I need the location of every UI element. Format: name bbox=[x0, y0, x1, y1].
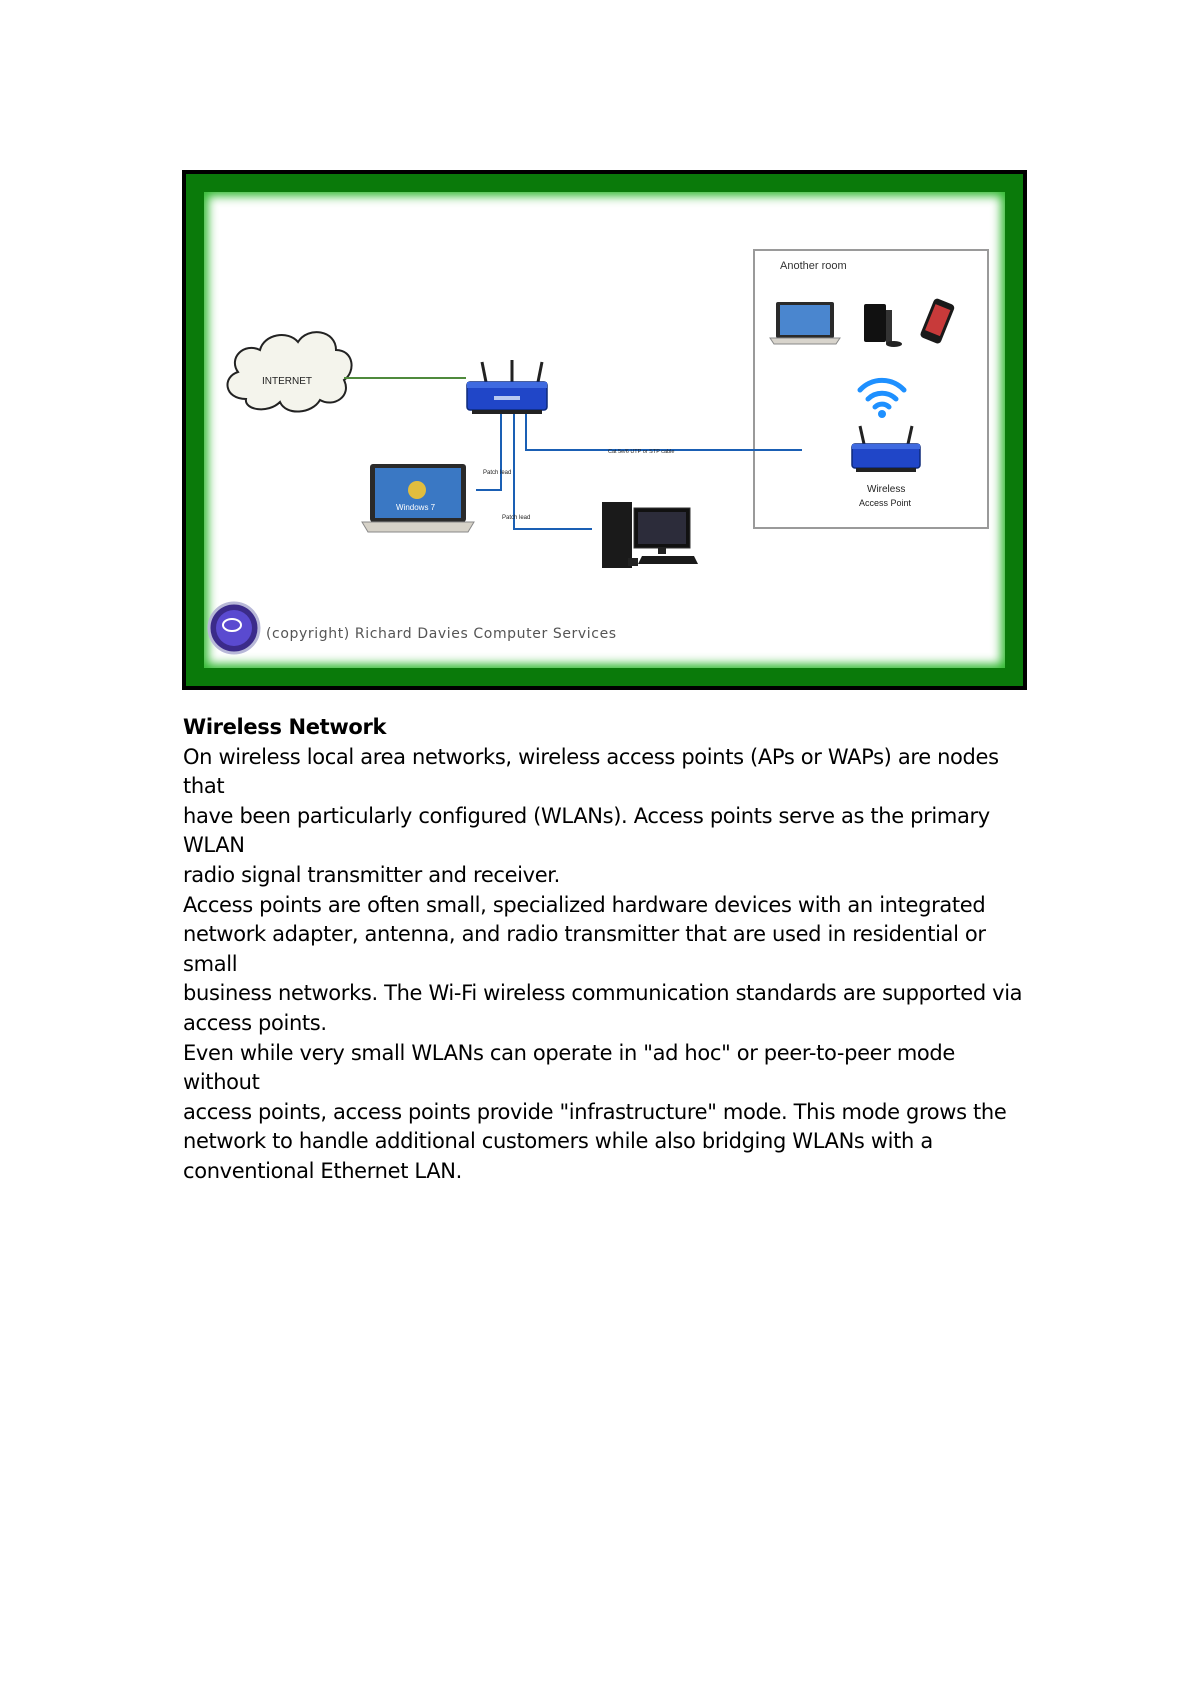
figure-border bbox=[186, 174, 1023, 686]
ap-label-line2: Access Point bbox=[859, 498, 912, 508]
patch-lead-label-2: Patch lead bbox=[502, 515, 531, 521]
paragraph-3-line-3: network to handle additional customers while also bridging WLANs with a bbox=[183, 1129, 933, 1154]
internet-cloud-icon bbox=[228, 332, 352, 411]
patch-lead-label-1: Patch lead bbox=[483, 470, 512, 476]
cable-label: Cat 5e/6 UTP or STP cable bbox=[608, 449, 675, 455]
wifi-dot bbox=[878, 410, 886, 418]
room-label: Another room bbox=[780, 260, 847, 272]
article-body bbox=[183, 713, 1033, 1187]
network-diagram-figure bbox=[182, 170, 1027, 690]
laptop-screen-text: Windows 7 bbox=[396, 503, 436, 512]
paragraph-1-line-3: radio signal transmitter and receiver. bbox=[183, 862, 560, 887]
paragraph-3-line-4: conventional Ethernet LAN. bbox=[183, 1158, 462, 1183]
internet-label: INTERNET bbox=[262, 376, 312, 387]
paragraph-1-line-2: have been particularly configured (WLANs). Access points serve as the primary WLAN bbox=[183, 803, 990, 858]
patch-lead-laptop-cable bbox=[476, 414, 501, 490]
game-console-icon bbox=[864, 304, 902, 347]
paragraph-3-line-1: Even while very small WLANs can operate in "ad hoc" or peer-to-peer mode without bbox=[183, 1040, 955, 1095]
uplink-cable bbox=[526, 414, 802, 450]
copyright-text: (copyright) Richard Davies Computer Services bbox=[266, 626, 617, 642]
room-laptop-icon bbox=[770, 302, 840, 344]
company-logo bbox=[209, 603, 259, 653]
access-point-router-icon bbox=[852, 426, 920, 472]
paragraph-3-line-2: access points, access points provide "infrastructure" mode. This mode grows the bbox=[183, 1099, 1007, 1124]
paragraph-2-line-3: business networks. The Wi-Fi wireless communication standards are supported via bbox=[183, 981, 1023, 1006]
ap-label-line1: Wireless bbox=[867, 484, 906, 495]
desktop-pc-icon bbox=[602, 502, 698, 568]
article-title: Wireless Network bbox=[183, 715, 387, 739]
wifi-icon bbox=[860, 380, 904, 407]
laptop-icon bbox=[362, 464, 474, 532]
paragraph-2-line-1: Access points are often small, specialized hardware devices with an integrated bbox=[183, 892, 986, 917]
network-diagram bbox=[204, 192, 1005, 668]
paragraph-1-line-1: On wireless local area networks, wireless access points (APs or WAPs) are nodes that bbox=[183, 744, 999, 799]
paragraph-2-line-4: access points. bbox=[183, 1010, 327, 1035]
paragraph-2-line-2: network adapter, antenna, and radio transmitter that are used in residential or small bbox=[183, 922, 986, 976]
smartphone-icon bbox=[919, 297, 955, 344]
main-router-icon bbox=[467, 360, 547, 414]
